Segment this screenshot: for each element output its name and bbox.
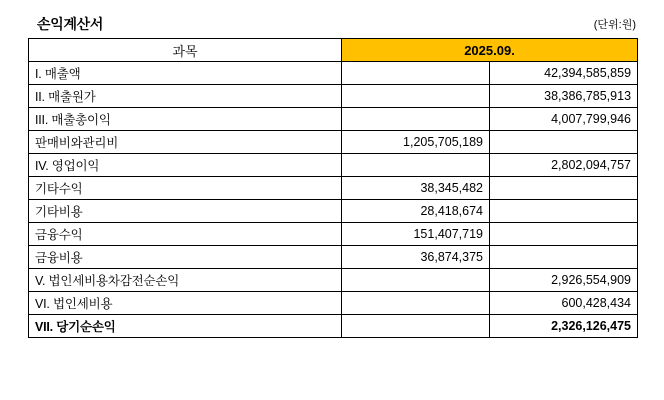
table-row <box>29 315 638 338</box>
amount-total-cell <box>490 131 638 154</box>
unit-note: (단위:원) <box>593 19 636 31</box>
account-name-cell: IV. 영업이익 <box>29 154 342 177</box>
amount-sub-cell <box>342 154 490 177</box>
table-row <box>29 223 638 246</box>
table-row <box>29 292 638 315</box>
income-statement-table <box>28 38 638 338</box>
amount-total-cell: 2,802,094,757 <box>490 154 638 177</box>
account-name-cell: V. 법인세비용차감전순손익 <box>29 269 342 292</box>
amount-sub-cell <box>342 108 490 131</box>
account-name-cell: 금융비용 <box>29 246 342 269</box>
table-row <box>29 62 638 85</box>
amount-sub-cell <box>342 62 490 85</box>
amount-sub-cell: 38,345,482 <box>342 177 490 200</box>
amount-sub-cell: 28,418,674 <box>342 200 490 223</box>
amount-sub-cell <box>342 315 490 338</box>
amount-sub-cell: 1,205,705,189 <box>342 131 490 154</box>
table-row <box>29 246 638 269</box>
title-row <box>0 14 664 34</box>
table-row <box>29 131 638 154</box>
table-row <box>29 85 638 108</box>
amount-sub-cell <box>342 292 490 315</box>
account-name-cell: 기타비용 <box>29 200 342 223</box>
account-name-cell: 판매비와관리비 <box>29 131 342 154</box>
page-title: 손익계산서 <box>37 16 104 32</box>
account-name-cell: II. 매출원가 <box>29 85 342 108</box>
column-header-account: 과목 <box>29 39 342 62</box>
table-row <box>29 269 638 292</box>
table-row <box>29 200 638 223</box>
amount-sub-cell <box>342 85 490 108</box>
amount-total-cell: 38,386,785,913 <box>490 85 638 108</box>
amount-total-cell: 2,326,126,475 <box>490 315 638 338</box>
account-name-cell: I. 매출액 <box>29 62 342 85</box>
amount-total-cell <box>490 177 638 200</box>
column-header-period: 2025.09. <box>342 39 638 62</box>
account-name-cell: III. 매출총이익 <box>29 108 342 131</box>
amount-sub-cell: 151,407,719 <box>342 223 490 246</box>
account-name-cell: 기타수익 <box>29 177 342 200</box>
amount-total-cell <box>490 246 638 269</box>
amount-total-cell: 600,428,434 <box>490 292 638 315</box>
table-body <box>29 62 638 338</box>
amount-total-cell: 2,926,554,909 <box>490 269 638 292</box>
table-row <box>29 177 638 200</box>
amount-total-cell <box>490 223 638 246</box>
amount-sub-cell: 36,874,375 <box>342 246 490 269</box>
amount-sub-cell <box>342 269 490 292</box>
table-row <box>29 154 638 177</box>
table-header-row <box>29 39 638 62</box>
account-name-cell: VI. 법인세비용 <box>29 292 342 315</box>
amount-total-cell: 42,394,585,859 <box>490 62 638 85</box>
table-row <box>29 108 638 131</box>
amount-total-cell <box>490 200 638 223</box>
account-name-cell: VII. 당기순손익 <box>29 315 342 338</box>
amount-total-cell: 4,007,799,946 <box>490 108 638 131</box>
account-name-cell: 금융수익 <box>29 223 342 246</box>
